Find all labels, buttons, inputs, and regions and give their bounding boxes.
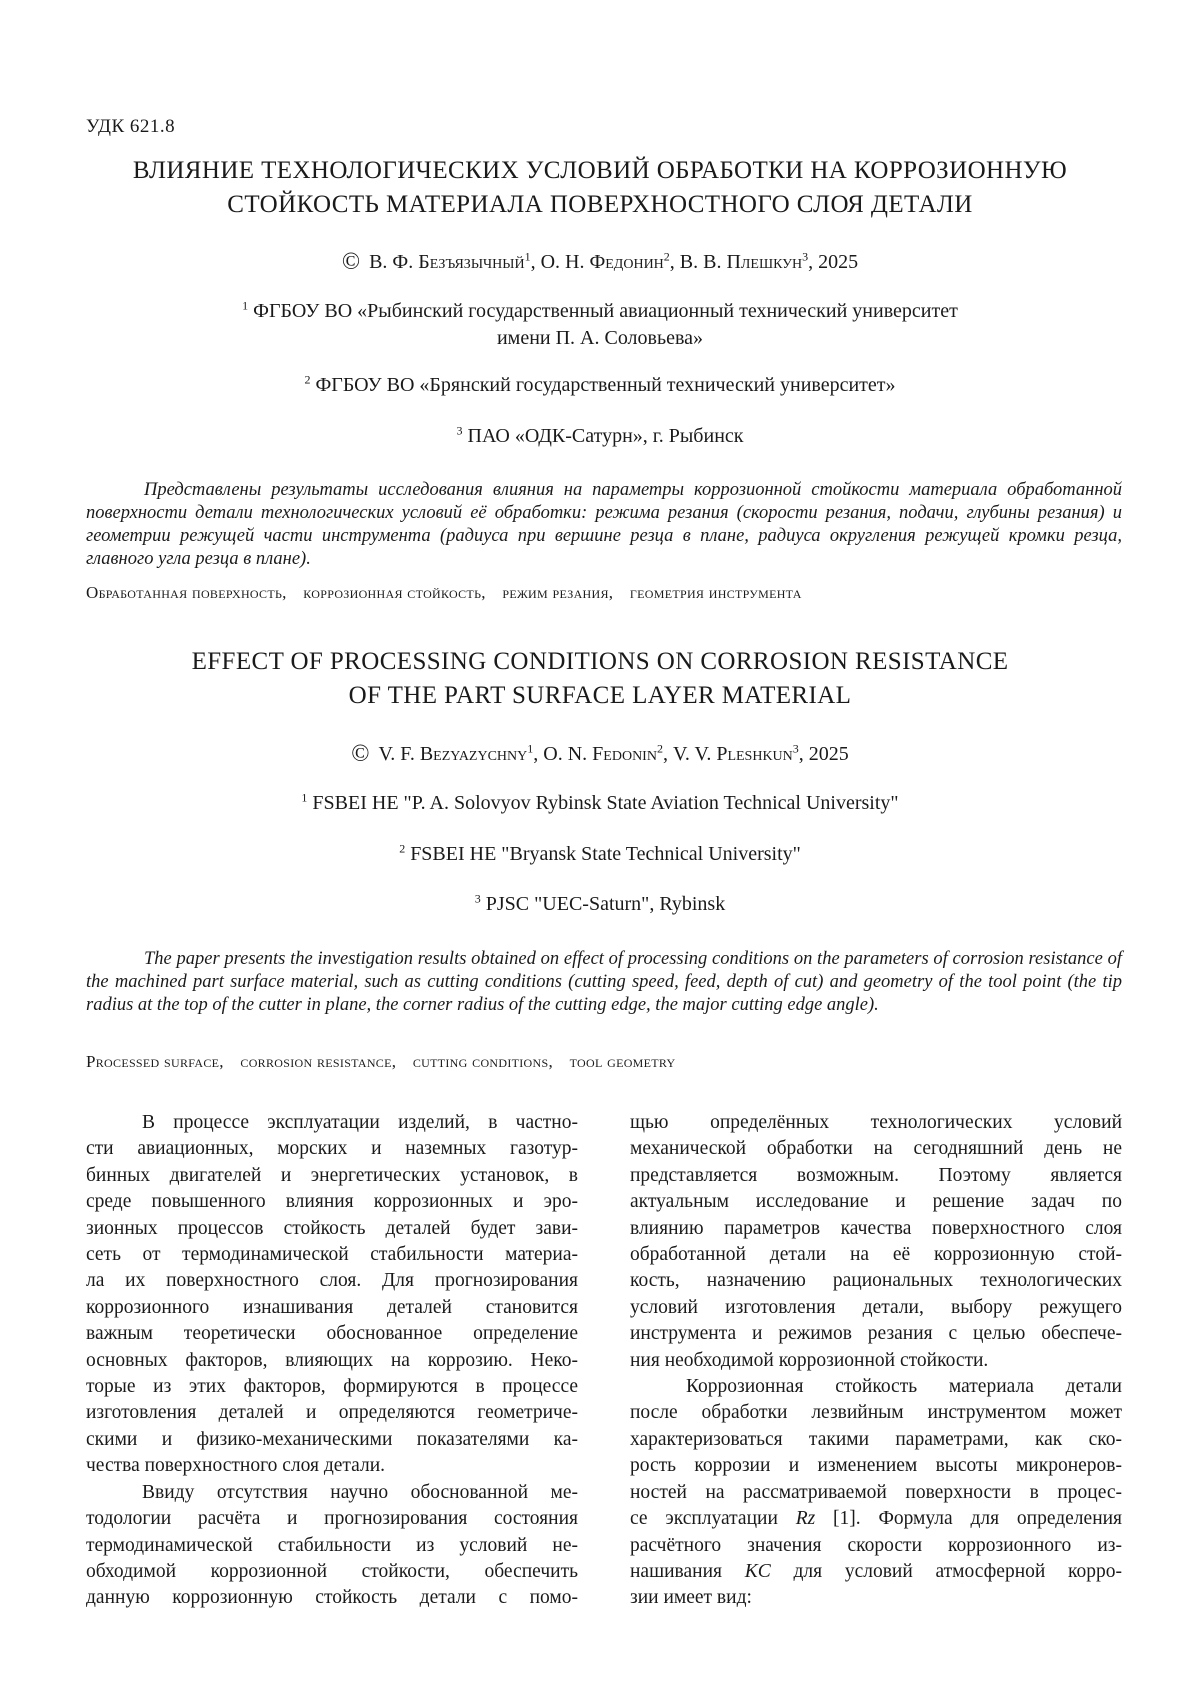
abstract-text: The paper presents the investigation results obtained on effect of processing conditions on the parameters of corrosion resistance of the machined part surface material, such as cutting conditions (cutting speed, feed, depth of cut) and geometry of the tool point (the tip radius at the top of the cutter in plane, the corner radius of the cutting edge, the major cutting edge angle). bbox=[86, 948, 1122, 1017]
body-paragraph bbox=[630, 1110, 1122, 1374]
body-column-right bbox=[630, 1110, 1122, 1612]
udk-code: УДК 621.8 bbox=[86, 116, 175, 138]
text-line: актуальным исследование и решение задач по bbox=[630, 1189, 1122, 1215]
affiliation-mark: 2 bbox=[399, 841, 405, 855]
author-affiliation-mark: 2 bbox=[664, 249, 670, 263]
title-english-line: EFFECT OF PROCESSING CONDITIONS ON CORROSION RESISTANCE bbox=[60, 645, 1140, 679]
text-line: Коррозионная стойкость материала детали bbox=[630, 1374, 1122, 1400]
author-affiliation-mark: 3 bbox=[793, 741, 799, 755]
keyword: Processed surface, bbox=[86, 1052, 224, 1071]
author-affiliation-mark: 1 bbox=[527, 741, 533, 755]
body-paragraph bbox=[630, 1374, 1122, 1612]
abstract-text: Представлены результаты исследования влияния на параметры коррозионной стойкости материала обработанной поверхности детали технологических условий её обработки: режима резания (скорости резания, подачи, глубины резания) и геометрии режущей части инструмента (радиуса при вершине резца в плане, радиуса округления режущей кромки резца, главного угла резца в плане). bbox=[86, 479, 1122, 571]
title-english-line: OF THE PART SURFACE LAYER MATERIAL bbox=[60, 679, 1140, 713]
affiliation-line: имени П. А. Соловьева» bbox=[60, 325, 1140, 352]
text-line: скими и физико-механическими показателями ка- bbox=[86, 1427, 578, 1453]
affiliation-line: ФГБОУ ВО «Брянский государственный технический университет» bbox=[315, 374, 895, 396]
author-affiliation-mark: 3 bbox=[802, 249, 808, 263]
text-line: чества поверхностного слоя детали. bbox=[86, 1453, 578, 1479]
copyright-symbol: © bbox=[351, 741, 369, 767]
author-affiliation-mark: 2 bbox=[657, 741, 663, 755]
keywords-english bbox=[86, 1052, 1136, 1072]
abstract-english bbox=[86, 948, 1122, 1017]
title-russian-line: ВЛИЯНИЕ ТЕХНОЛОГИЧЕСКИХ УСЛОВИЙ ОБРАБОТКИ НА КОРРОЗИОННУЮ bbox=[60, 154, 1140, 188]
text-line: изготовления деталей и определяются геометриче- bbox=[86, 1400, 578, 1426]
author-name: O. N. Fedonin bbox=[543, 743, 657, 765]
keywords-russian bbox=[86, 583, 1136, 603]
text-line: бинных двигателей и энергетических установок, в bbox=[86, 1163, 578, 1189]
affiliation-line: ФГБОУ ВО «Рыбинский государственный авиационный технический университет bbox=[253, 300, 958, 322]
abstract-russian bbox=[86, 479, 1122, 571]
affiliation-russian-2 bbox=[60, 372, 1140, 399]
text-fragment: се эксплуатации bbox=[630, 1508, 778, 1529]
text-line: условий изготовления детали, выбору режущего bbox=[630, 1295, 1122, 1321]
body-paragraph bbox=[86, 1480, 578, 1612]
text-line bbox=[630, 1506, 1122, 1532]
keyword: режим резания, bbox=[502, 583, 613, 602]
author-name: В. Ф. Безъязычный bbox=[369, 251, 525, 273]
variable-rz: Rz bbox=[796, 1508, 816, 1529]
keyword: Обработанная поверхность, bbox=[86, 583, 287, 602]
text-line: расчётного значения скорости коррозионного из- bbox=[630, 1533, 1122, 1559]
affiliation-mark: 3 bbox=[457, 423, 463, 437]
text-fragment: [1]. Формула для определения bbox=[833, 1508, 1122, 1529]
author-name: О. Н. Федонин bbox=[541, 251, 664, 273]
text-line: ла их поверхностного слоя. Для прогнозирования bbox=[86, 1268, 578, 1294]
title-russian bbox=[60, 154, 1140, 222]
affiliation-english-3 bbox=[60, 891, 1140, 918]
variable-kc: KC bbox=[745, 1561, 771, 1582]
text-line: кость, назначению рациональных технологических bbox=[630, 1268, 1122, 1294]
affiliation-english-2 bbox=[60, 841, 1140, 868]
text-line: зии имеет вид: bbox=[630, 1585, 1122, 1611]
affiliation-line: FSBEI HE "P. A. Solovyov Rybinsk State Aviation Technical University" bbox=[312, 792, 898, 814]
copyright-year: 2025 bbox=[809, 743, 849, 765]
text-line: торые из этих факторов, формируются в процессе bbox=[86, 1374, 578, 1400]
author-name: V. F. Bezyazychny bbox=[378, 743, 527, 765]
text-line: тодологии расчёта и прогнозирования состояния bbox=[86, 1506, 578, 1532]
author-name: В. В. Плешкун bbox=[680, 251, 802, 273]
text-line: инструмента и режимов резания с целью обеспече- bbox=[630, 1321, 1122, 1347]
text-line: ностей на рассматриваемой поверхности в процес- bbox=[630, 1480, 1122, 1506]
affiliation-english-1 bbox=[60, 790, 1140, 817]
text-line: термодинамической стабильности из условий не- bbox=[86, 1533, 578, 1559]
body-column-left bbox=[86, 1110, 578, 1612]
text-line: рость коррозии и изменением высоты микронеров- bbox=[630, 1453, 1122, 1479]
text-line: зионных процессов стойкость деталей будет зави- bbox=[86, 1216, 578, 1242]
text-line: механической обработки на сегодняшний день не bbox=[630, 1136, 1122, 1162]
affiliation-mark: 2 bbox=[304, 372, 310, 386]
authors-english: © V. F. Bezyazychny1, O. N. Fedonin2, V. V. Pleshkun3, 2025 bbox=[60, 740, 1140, 767]
text-line: обработанной детали на её коррозионную стой- bbox=[630, 1242, 1122, 1268]
text-line: сеть от термодинамической стабильности материа- bbox=[86, 1242, 578, 1268]
author-affiliation-mark: 1 bbox=[525, 249, 531, 263]
affiliation-line: ПАО «ОДК-Сатурн», г. Рыбинск bbox=[468, 425, 744, 447]
keyword: коррозионная стойкость, bbox=[303, 583, 486, 602]
text-line: ния необходимой коррозионной стойкости. bbox=[630, 1348, 1122, 1374]
affiliation-russian-1 bbox=[60, 298, 1140, 352]
affiliation-mark: 3 bbox=[475, 891, 481, 905]
text-line: после обработки лезвийным инструментом может bbox=[630, 1400, 1122, 1426]
keyword: геометрия инструмента bbox=[630, 583, 802, 602]
text-fragment: для условий атмосферной корро- bbox=[793, 1561, 1122, 1582]
text-line: сти авиационных, морских и наземных газотур- bbox=[86, 1136, 578, 1162]
paper-page bbox=[0, 0, 1200, 1698]
text-fragment: нашивания bbox=[630, 1561, 722, 1582]
text-line: щью определённых технологических условий bbox=[630, 1110, 1122, 1136]
text-line: основных факторов, влияющих на коррозию. Неко- bbox=[86, 1348, 578, 1374]
keyword: corrosion resistance, bbox=[240, 1052, 396, 1071]
keyword: tool geometry bbox=[570, 1052, 676, 1071]
text-line bbox=[630, 1559, 1122, 1585]
text-line: данную коррозионную стойкость детали с помо- bbox=[86, 1585, 578, 1611]
text-line: представляется возможным. Поэтому является bbox=[630, 1163, 1122, 1189]
affiliation-mark: 1 bbox=[301, 790, 307, 804]
text-line: коррозионного изнашивания деталей становится bbox=[86, 1295, 578, 1321]
copyright-year: 2025 bbox=[818, 251, 858, 273]
affiliation-line: PJSC "UEC-Saturn", Rybinsk bbox=[486, 893, 725, 915]
title-russian-line: СТОЙКОСТЬ МАТЕРИАЛА ПОВЕРХНОСТНОГО СЛОЯ ДЕТАЛИ bbox=[60, 188, 1140, 222]
body-paragraph bbox=[86, 1110, 578, 1480]
author-name: V. V. Pleshkun bbox=[673, 743, 793, 765]
affiliation-line: FSBEI HE "Bryansk State Technical University" bbox=[410, 843, 801, 865]
affiliation-mark: 1 bbox=[242, 298, 248, 312]
text-line: характеризоваться такими параметрами, как ско- bbox=[630, 1427, 1122, 1453]
affiliation-russian-3 bbox=[60, 423, 1140, 450]
copyright-symbol: © bbox=[342, 249, 360, 275]
text-line: влиянию параметров качества поверхностного слоя bbox=[630, 1216, 1122, 1242]
keyword: cutting conditions, bbox=[413, 1052, 553, 1071]
text-line: В процессе эксплуатации изделий, в частно- bbox=[86, 1110, 578, 1136]
text-line: среде повышенного влияния коррозионных и эро- bbox=[86, 1189, 578, 1215]
authors-russian: © В. Ф. Безъязычный1, О. Н. Федонин2, В. В. Плешкун3, 2025 bbox=[60, 248, 1140, 275]
text-line: обходимой коррозионной стойкости, обеспечить bbox=[86, 1559, 578, 1585]
text-line: Ввиду отсутствия научно обоснованной ме- bbox=[86, 1480, 578, 1506]
text-line: важным теоретически обоснованное определение bbox=[86, 1321, 578, 1347]
title-english bbox=[60, 645, 1140, 713]
